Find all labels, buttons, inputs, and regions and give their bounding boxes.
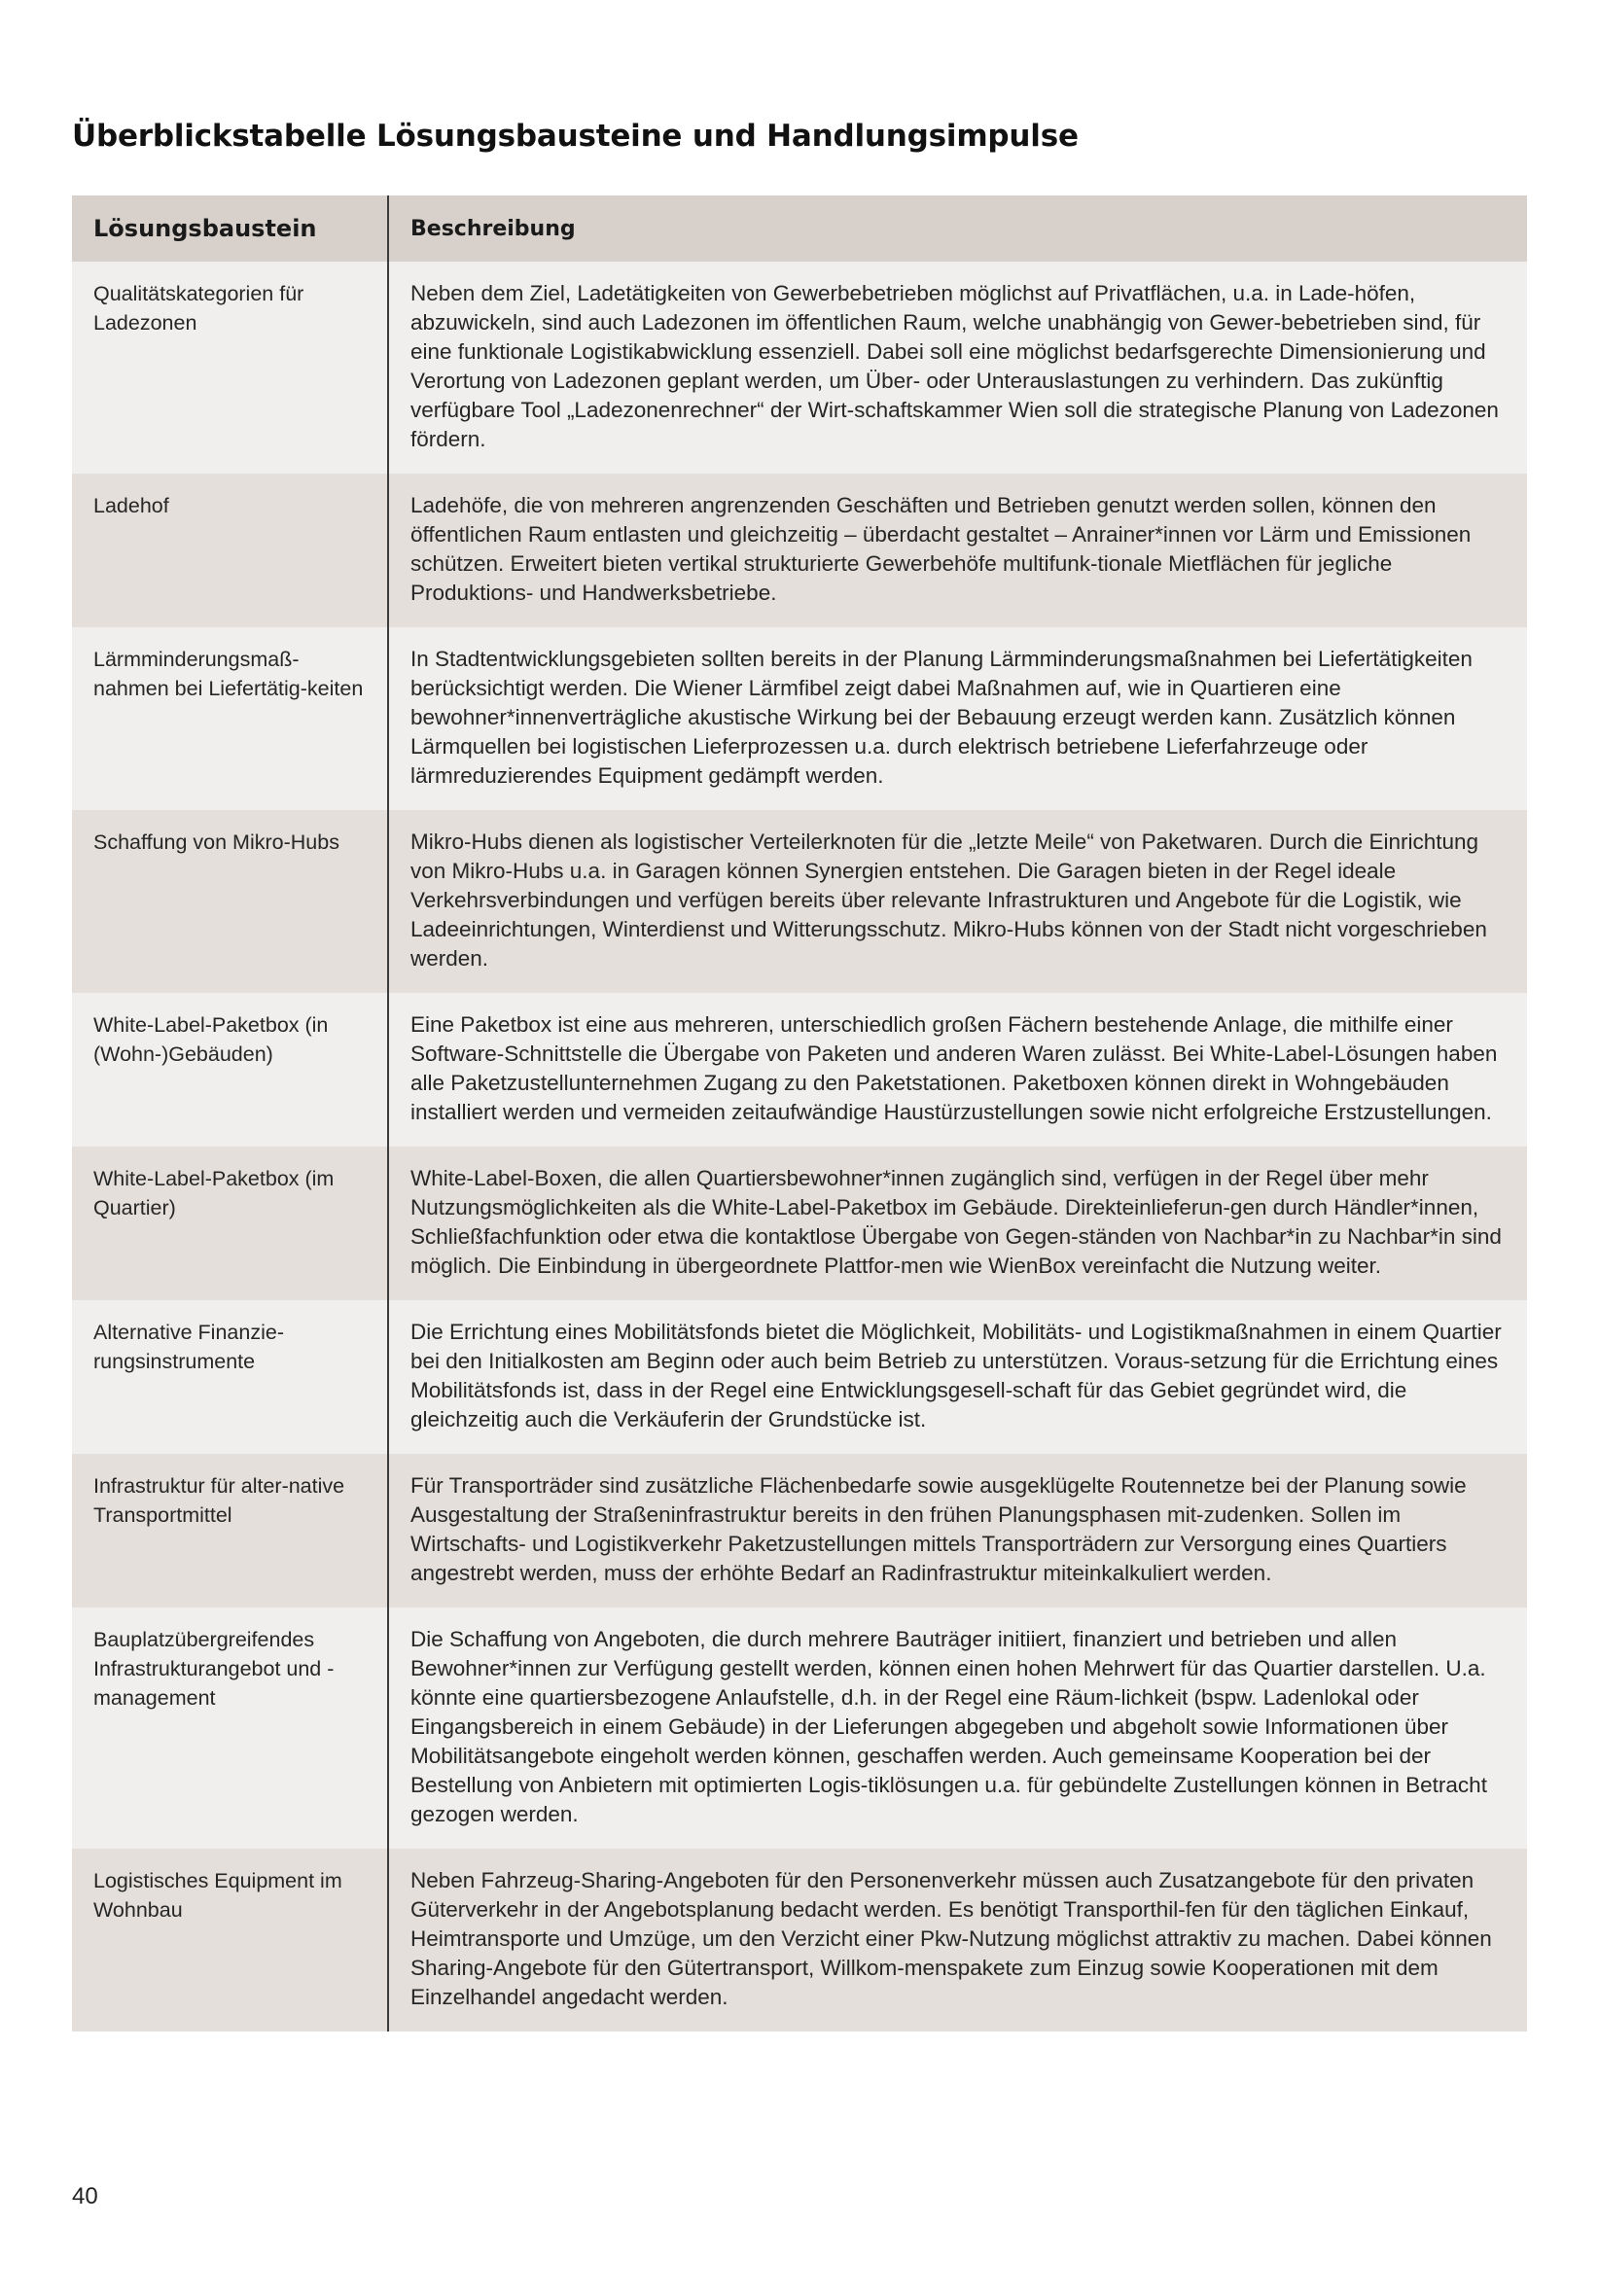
table-header-row xyxy=(72,195,1527,262)
row-description: Neben dem Ziel, Ladetätigkeiten von Gewerbebetrieben möglichst auf Privatflächen, u.a. in Lade-höfen, abzuwickeln, sind auch Ladezonen im öffentlichen Raum, welche unabhängig von Gewer-bebetrieben sind, für eine funktionale Logistikabwicklung essenziell. Dabei soll eine möglichst bedarfsgerechte Dimensionierung und Verortung von Ladezonen geplant werden, um Über- oder Unterauslastungen zu verhindern. Das zukünftig verfügbare Tool „Ladezonenrechner“ der Wirt-schaftskammer Wien soll die strategische Planung von Ladezonen fördern. xyxy=(388,262,1527,474)
row-name: Qualitätskategorien für Ladezonen xyxy=(72,262,388,474)
row-name: Bauplatzübergreifendes Infrastrukturangebot und -management xyxy=(72,1607,388,1849)
table-row xyxy=(72,474,1527,627)
table-row xyxy=(72,627,1527,810)
column-header-baustein: Lösungsbaustein xyxy=(72,195,388,262)
table-row xyxy=(72,262,1527,474)
table-row xyxy=(72,1607,1527,1849)
table-row xyxy=(72,1454,1527,1607)
overview-table xyxy=(72,195,1527,2031)
table-row xyxy=(72,1300,1527,1454)
column-header-beschreibung: Beschreibung xyxy=(388,195,1527,262)
row-name: White-Label-Paketbox (in (Wohn-)Gebäuden) xyxy=(72,993,388,1147)
row-description: Die Schaffung von Angeboten, die durch mehrere Bauträger initiiert, finanziert und betrieben und allen Bewohner*innen zur Verfügung gestellt werden, können einen hohen Mehrwert für das Quartier darstellen. U.a. könnte eine quartiersbezogene Anlaufstelle, d.h. in der Regel eine Räum-lichkeit (bspw. Ladenlokal oder Eingangsbereich in einem Gebäude) in der Lieferungen abgegeben und abgeholt sowie Informationen über Mobilitätsangebote eingeholt werden können, geschaffen werden. Auch gemeinsame Kooperation bei der Bestellung von Anbietern mit optimierten Logis-tiklösungen u.a. für gebündelte Zustellungen können in Betracht gezogen werden. xyxy=(388,1607,1527,1849)
table-row xyxy=(72,810,1527,993)
page-number: 40 xyxy=(72,2183,98,2209)
row-description: Mikro-Hubs dienen als logistischer Verteilerknoten für die „letzte Meile“ von Paketwaren. Durch die Einrichtung von Mikro-Hubs u.a. in Garagen können Synergien entstehen. Die Garagen bieten in der Regel ideale Verkehrsverbindungen und verfügen bereits über relevante Infrastrukturen und Angebote für die Logistik, wie Ladeeinrichtungen, Winterdienst und Witterungsschutz. Mikro-Hubs können von der Stadt nicht vorgeschrieben werden. xyxy=(388,810,1527,993)
table-body xyxy=(72,262,1527,2031)
row-name: Infrastruktur für alter-native Transportmittel xyxy=(72,1454,388,1607)
table-row xyxy=(72,993,1527,1147)
table-header xyxy=(72,195,1527,262)
row-description: Ladehöfe, die von mehreren angrenzenden Geschäften und Betrieben genutzt werden sollen, können den öffentlichen Raum entlasten und gleichzeitig – überdacht gestaltet – Anrainer*innen vor Lärm und Emissionen schützen. Erweitert bieten vertikal strukturierte Gewerbehöfe multifunk-tionale Mietflächen für jegliche Produktions- und Handwerksbetriebe. xyxy=(388,474,1527,627)
overview-table-container xyxy=(72,195,1527,2031)
row-description: Für Transporträder sind zusätzliche Flächenbedarfe sowie ausgeklügelte Routennetze bei der Planung sowie Ausgestaltung der Straßeninfrastruktur bereits in den frühen Planungsphasen mit-zudenken. Sollen im Wirtschafts- und Logistikverkehr Paketzustellungen mittels Transporträdern zur Versorgung eines Quartiers angestrebt werden, muss der erhöhte Bedarf an Radinfrastruktur miteinkalkuliert werden. xyxy=(388,1454,1527,1607)
page-title: Überblickstabelle Lösungsbausteine und Handlungsimpulse xyxy=(72,119,1079,154)
row-name: Schaffung von Mikro-Hubs xyxy=(72,810,388,993)
row-description: White-Label-Boxen, die allen Quartiersbewohner*innen zugänglich sind, verfügen in der Regel über mehr Nutzungsmöglichkeiten als die White-Label-Paketbox im Gebäude. Direkteinlieferun-gen durch Händler*innen, Schließfachfunktion oder etwa die kontaktlose Übergabe von Gegen-ständen von Nachbar*in zu Nachbar*in sind möglich. Die Einbindung in übergeordnete Plattfor-men wie WienBox vereinfacht die Nutzung weiter. xyxy=(388,1147,1527,1300)
row-description: In Stadtentwicklungsgebieten sollten bereits in der Planung Lärmminderungsmaßnahmen bei Liefertätigkeiten berücksichtigt werden. Die Wiener Lärmfibel zeigt dabei Maßnahmen auf, wie in Quartieren eine bewohner*innenverträgliche akustische Wirkung bei der Bebauung erzeugt werden kann. Zusätzlich können Lärmquellen bei logistischen Lieferprozessen u.a. durch elektrisch betriebene Lieferfahrzeuge oder lärmreduzierendes Equipment gedämpft werden. xyxy=(388,627,1527,810)
row-name: Lärmminderungsmaß-nahmen bei Liefertätig-keiten xyxy=(72,627,388,810)
row-description: Neben Fahrzeug-Sharing-Angeboten für den Personenverkehr müssen auch Zusatzangebote für den privaten Güterverkehr in der Angebotsplanung bedacht werden. Es benötigt Transporthil-fen für den täglichen Einkauf, Heimtransporte und Umzüge, um den Verzicht einer Pkw-Nutzung möglichst attraktiv zu machen. Dabei können Sharing-Angebote für den Gütertransport, Willkom-menspakete zum Einzug sowie Kooperationen mit dem Einzelhandel angedacht werden. xyxy=(388,1849,1527,2031)
row-name: Alternative Finanzie-rungsinstrumente xyxy=(72,1300,388,1454)
row-name: Logistisches Equipment im Wohnbau xyxy=(72,1849,388,2031)
table-row xyxy=(72,1849,1527,2031)
row-name: White-Label-Paketbox (im Quartier) xyxy=(72,1147,388,1300)
row-description: Eine Paketbox ist eine aus mehreren, unterschiedlich großen Fächern bestehende Anlage, die mithilfe einer Software-Schnittstelle die Übergabe von Paketen und anderen Waren zulässt. Bei White-Label-Lösungen haben alle Paketzustellunternehmen Zugang zu den Paketstationen. Paketboxen können direkt in Wohngebäuden installiert werden und vermeiden zeitaufwändige Haustürzustellungen sowie nicht erfolgreiche Erstzustellungen. xyxy=(388,993,1527,1147)
table-row xyxy=(72,1147,1527,1300)
row-name: Ladehof xyxy=(72,474,388,627)
row-description: Die Errichtung eines Mobilitätsfonds bietet die Möglichkeit, Mobilitäts- und Logistikmaßnahmen in einem Quartier bei den Initialkosten am Beginn oder auch beim Betrieb zu unterstützen. Voraus-setzung für die Errichtung eines Mobilitätsfonds ist, dass in der Regel eine Entwicklungsgesell-schaft für das Gebiet gegründet wird, die gleichzeitig auch die Verkäuferin der Grundstücke ist. xyxy=(388,1300,1527,1454)
